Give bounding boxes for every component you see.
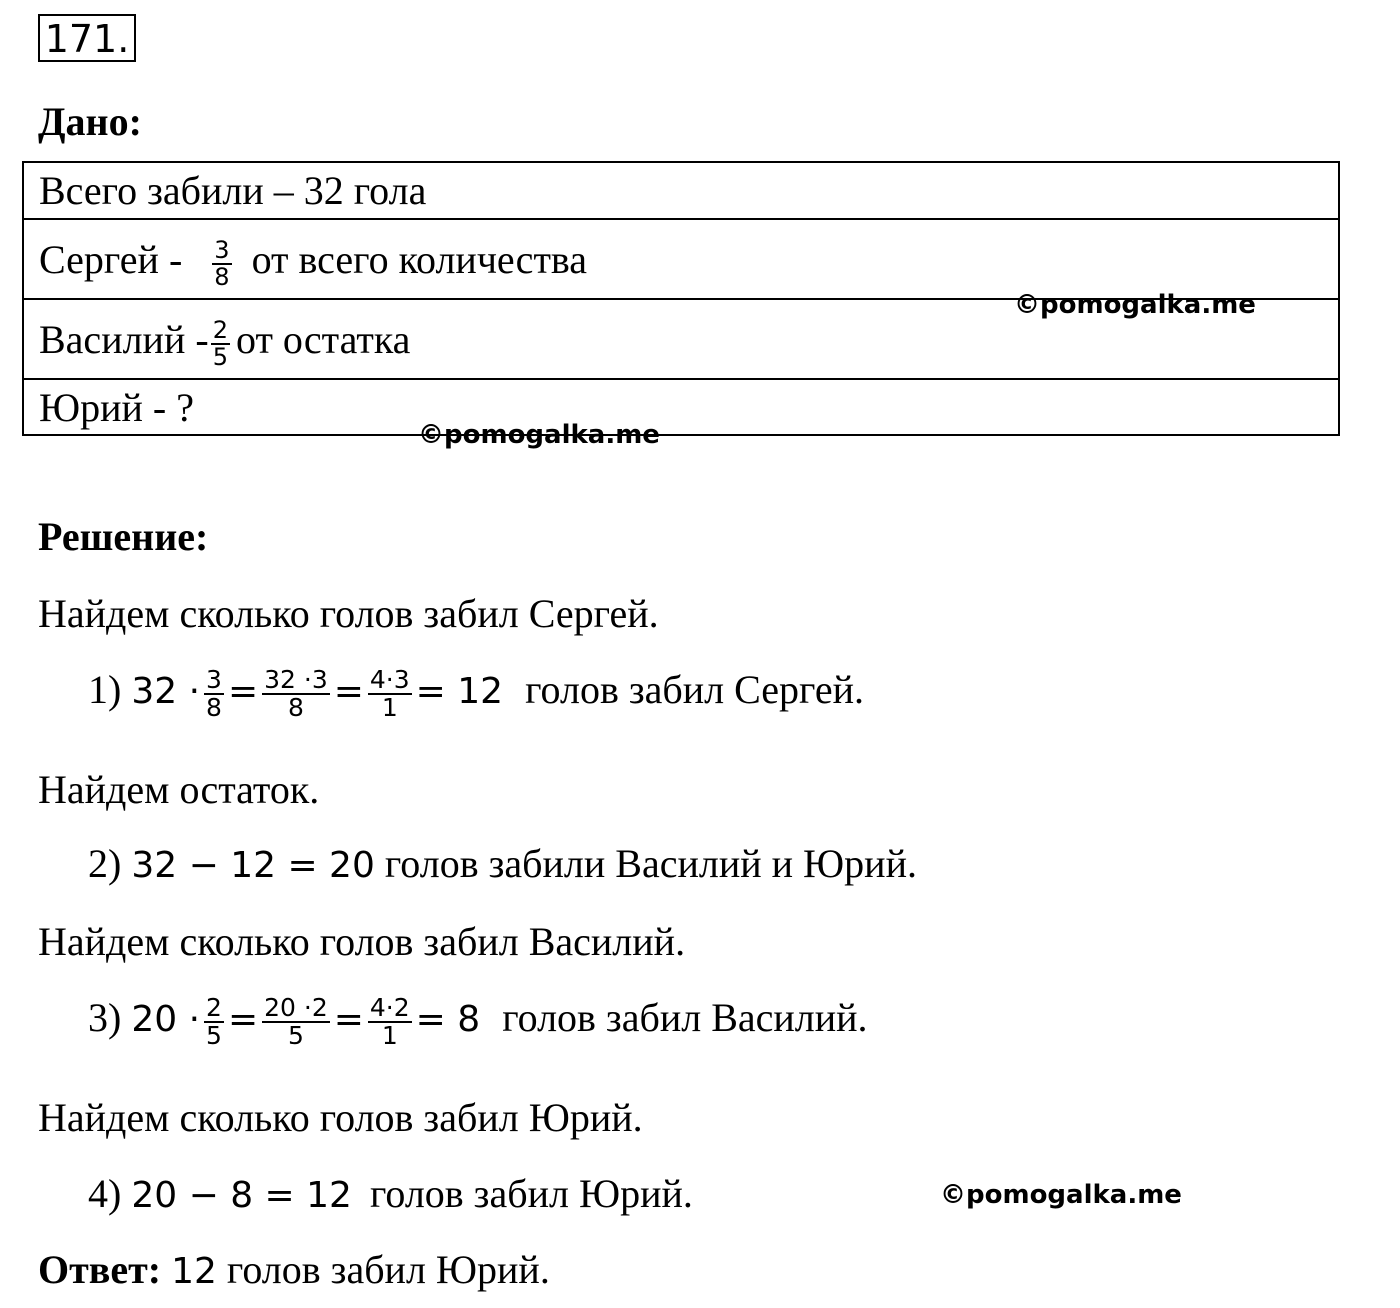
fraction-numerator: 2 [206, 992, 222, 1022]
fraction-denominator: 8 [287, 692, 304, 722]
fraction-denominator: 5 [212, 342, 228, 371]
step-text: голов забил Сергей. [525, 667, 865, 712]
step-fraction [368, 664, 412, 722]
watermark: ©pomogalka.me [418, 420, 660, 450]
fraction-numerator: 2 [212, 315, 228, 344]
fraction-denominator: 5 [206, 1020, 222, 1050]
answer-value: 12 [171, 1251, 217, 1292]
step-fraction [204, 992, 224, 1050]
given-sergey-prefix: Сергей - [39, 237, 183, 282]
fraction-numerator: 3 [206, 664, 222, 694]
step-text: голов забил Василий. [502, 995, 868, 1040]
step-expression: 32 · [131, 671, 201, 712]
solution-line-3: Найдем сколько голов забил Василий. [38, 919, 686, 964]
given-vasily-fraction [211, 315, 230, 371]
watermark: ©pomogalka.me [940, 1180, 1182, 1210]
step-fraction [204, 664, 224, 722]
step-expression: 32 − 12 = 20 [131, 845, 375, 886]
fraction-denominator: 8 [206, 692, 222, 722]
given-row-sergey [24, 218, 1338, 298]
step-fraction [262, 992, 330, 1050]
step-label: 3) [88, 995, 122, 1040]
fraction-numerator: 32 ·3 [264, 664, 328, 694]
step-2 [88, 840, 917, 887]
given-vasily-prefix: Василий - [39, 317, 209, 362]
fraction-numerator: 3 [214, 235, 230, 264]
given-sergey-fraction [212, 235, 231, 291]
step-result: = 8 [415, 999, 481, 1040]
equals-sign: = [227, 999, 259, 1040]
answer-line [38, 1246, 550, 1293]
problem-number: 171. [38, 14, 136, 62]
given-row-yuri [24, 378, 1338, 434]
answer-text: голов забил Юрий. [226, 1247, 550, 1292]
given-total-text: Всего забили – 32 гола [39, 168, 427, 213]
step-4 [88, 1170, 693, 1217]
step-label: 1) [88, 667, 122, 712]
solution-line-1: Найдем сколько голов забил Сергей. [38, 591, 659, 636]
step-label: 4) [88, 1171, 122, 1216]
step-1 [88, 666, 864, 721]
given-heading: Дано: [38, 99, 142, 144]
given-vasily-suffix: от остатка [235, 317, 411, 362]
fraction-denominator: 8 [214, 262, 230, 291]
fraction-denominator: 1 [381, 692, 398, 722]
fraction-denominator: 5 [287, 1020, 304, 1050]
answer-label: Ответ: [38, 1247, 162, 1292]
step-fraction [368, 992, 412, 1050]
fraction-numerator: 4·2 [369, 992, 410, 1022]
given-row-total [24, 163, 1338, 218]
equals-sign: = [333, 999, 364, 1040]
equals-sign: = [333, 671, 364, 712]
solution-line-4: Найдем сколько голов забил Юрий. [38, 1095, 643, 1140]
step-expression: 20 − 8 = 12 [131, 1175, 352, 1216]
solution-line-2: Найдем остаток. [38, 767, 320, 812]
step-text: голов забил Юрий. [369, 1171, 693, 1216]
step-result: = 12 [415, 671, 504, 712]
step-3 [88, 994, 868, 1049]
step-expression: 20 · [131, 999, 201, 1040]
watermark: ©pomogalka.me [1014, 290, 1256, 320]
fraction-denominator: 1 [381, 1020, 398, 1050]
given-sergey-suffix: от всего количества [251, 237, 588, 282]
fraction-numerator: 4·3 [369, 664, 410, 694]
step-fraction [262, 664, 330, 722]
equals-sign: = [227, 671, 259, 712]
solution-heading: Решение: [38, 514, 209, 559]
step-text: голов забили Василий и Юрий. [384, 841, 917, 886]
fraction-numerator: 20 ·2 [264, 992, 328, 1022]
step-label: 2) [88, 841, 122, 886]
given-yuri-text: Юрий - ? [39, 385, 194, 430]
